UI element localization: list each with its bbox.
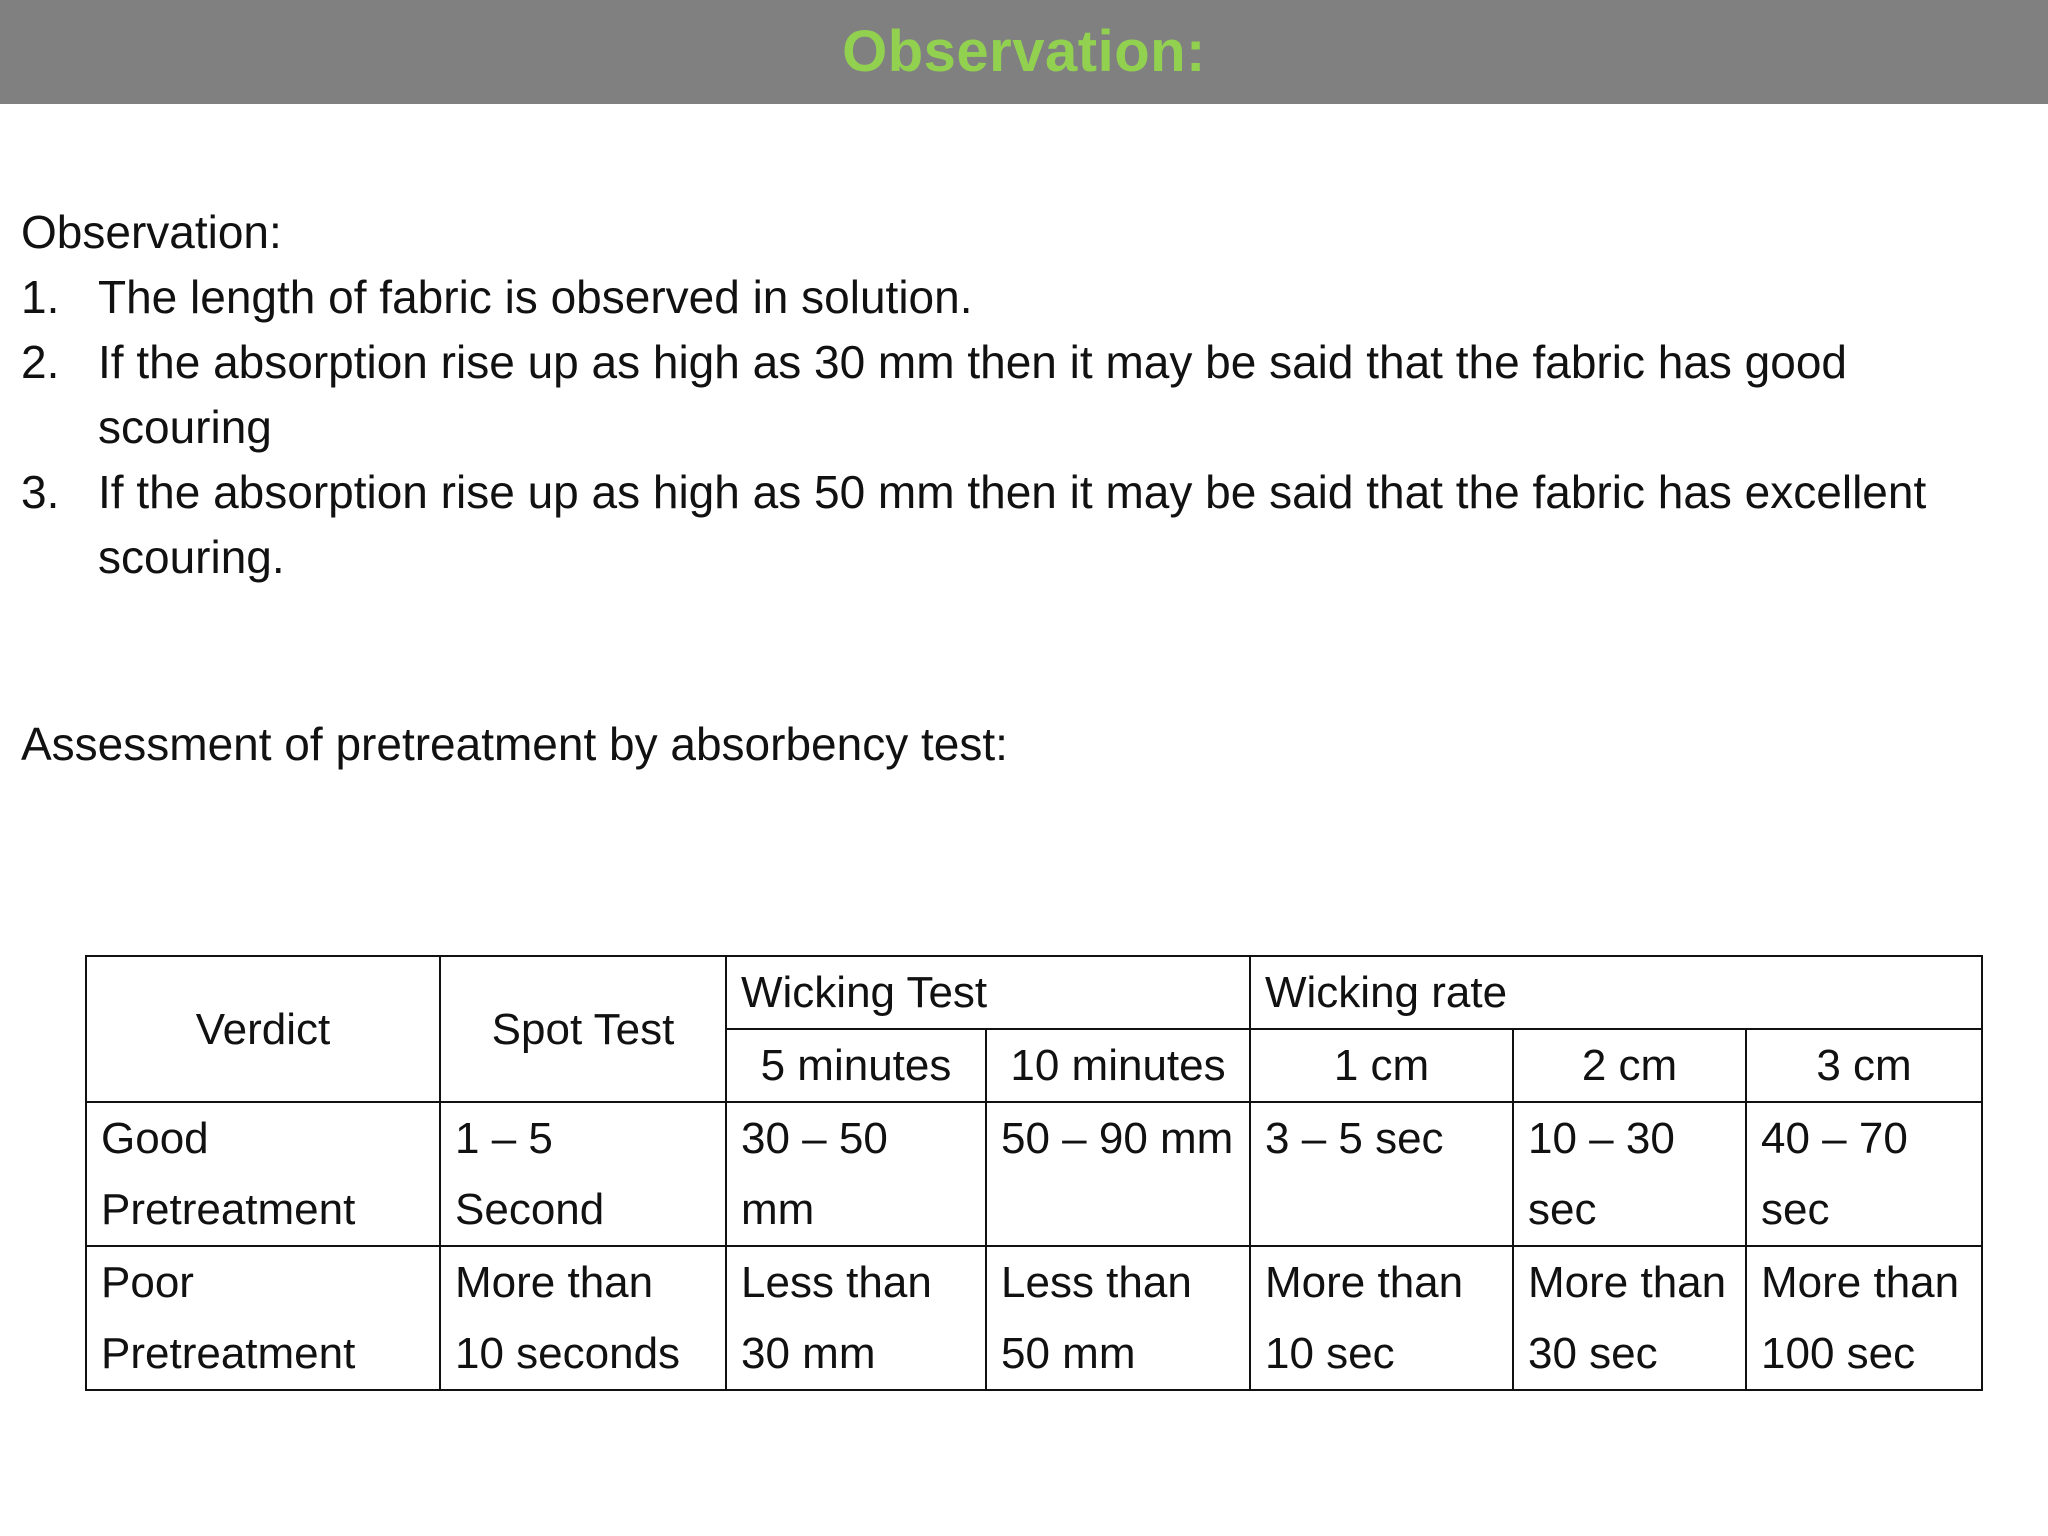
cell-rate-1cm: More than 10 sec	[1250, 1246, 1513, 1390]
observation-item-1	[21, 265, 2021, 330]
list-number: 3.	[21, 466, 60, 518]
list-number: 1.	[21, 271, 60, 323]
cell-wick-5min: 30 – 50 mm	[726, 1102, 986, 1246]
slide-title-bar	[0, 0, 2048, 104]
header-wicking-test: Wicking Test	[726, 956, 1250, 1029]
cell-verdict: Good Pretreatment	[86, 1102, 440, 1246]
cell-wick-10min: Less than 50 mm	[986, 1246, 1250, 1390]
cell-wick-10min: 50 – 90 mm	[986, 1102, 1250, 1246]
list-number: 2.	[21, 336, 60, 388]
observation-section	[21, 200, 2021, 590]
cell-rate-1cm: 3 – 5 sec	[1250, 1102, 1513, 1246]
absorbency-table	[85, 955, 1983, 1391]
cell-rate-3cm: More than 100 sec	[1746, 1246, 1982, 1390]
cell-spot-test: 1 – 5 Second	[440, 1102, 726, 1246]
table-header-row	[86, 956, 1982, 1029]
subheader-3-cm: 3 cm	[1746, 1029, 1982, 1102]
list-text: If the absorption rise up as high as 50 mm then it may be said that the fabric has excellent scouring.	[98, 466, 1927, 583]
subheader-5-minutes: 5 minutes	[726, 1029, 986, 1102]
table-row-good	[86, 1102, 1982, 1246]
observation-item-2	[21, 330, 2021, 460]
header-verdict: Verdict	[86, 956, 440, 1102]
observation-heading: Observation:	[21, 206, 282, 258]
cell-verdict: Poor Pretreatment	[86, 1246, 440, 1390]
cell-spot-test: More than 10 seconds	[440, 1246, 726, 1390]
cell-wick-5min: Less than 30 mm	[726, 1246, 986, 1390]
cell-rate-2cm: 10 – 30 sec	[1513, 1102, 1746, 1246]
slide-title: Observation:	[842, 18, 1206, 84]
assessment-title: Assessment of pretreatment by absorbency test:	[21, 718, 1008, 770]
list-text: If the absorption rise up as high as 30 mm then it may be said that the fabric has good scouring	[98, 336, 1848, 453]
header-spot-test: Spot Test	[440, 956, 726, 1102]
subheader-1-cm: 1 cm	[1250, 1029, 1513, 1102]
subheader-10-minutes: 10 minutes	[986, 1029, 1250, 1102]
list-text: The length of fabric is observed in solution.	[98, 271, 973, 323]
observation-item-3	[21, 460, 2021, 590]
table-row-poor	[86, 1246, 1982, 1390]
subheader-2-cm: 2 cm	[1513, 1029, 1746, 1102]
cell-rate-3cm: 40 – 70 sec	[1746, 1102, 1982, 1246]
header-wicking-rate: Wicking rate	[1250, 956, 1982, 1029]
observation-list	[21, 265, 2021, 590]
cell-rate-2cm: More than 30 sec	[1513, 1246, 1746, 1390]
